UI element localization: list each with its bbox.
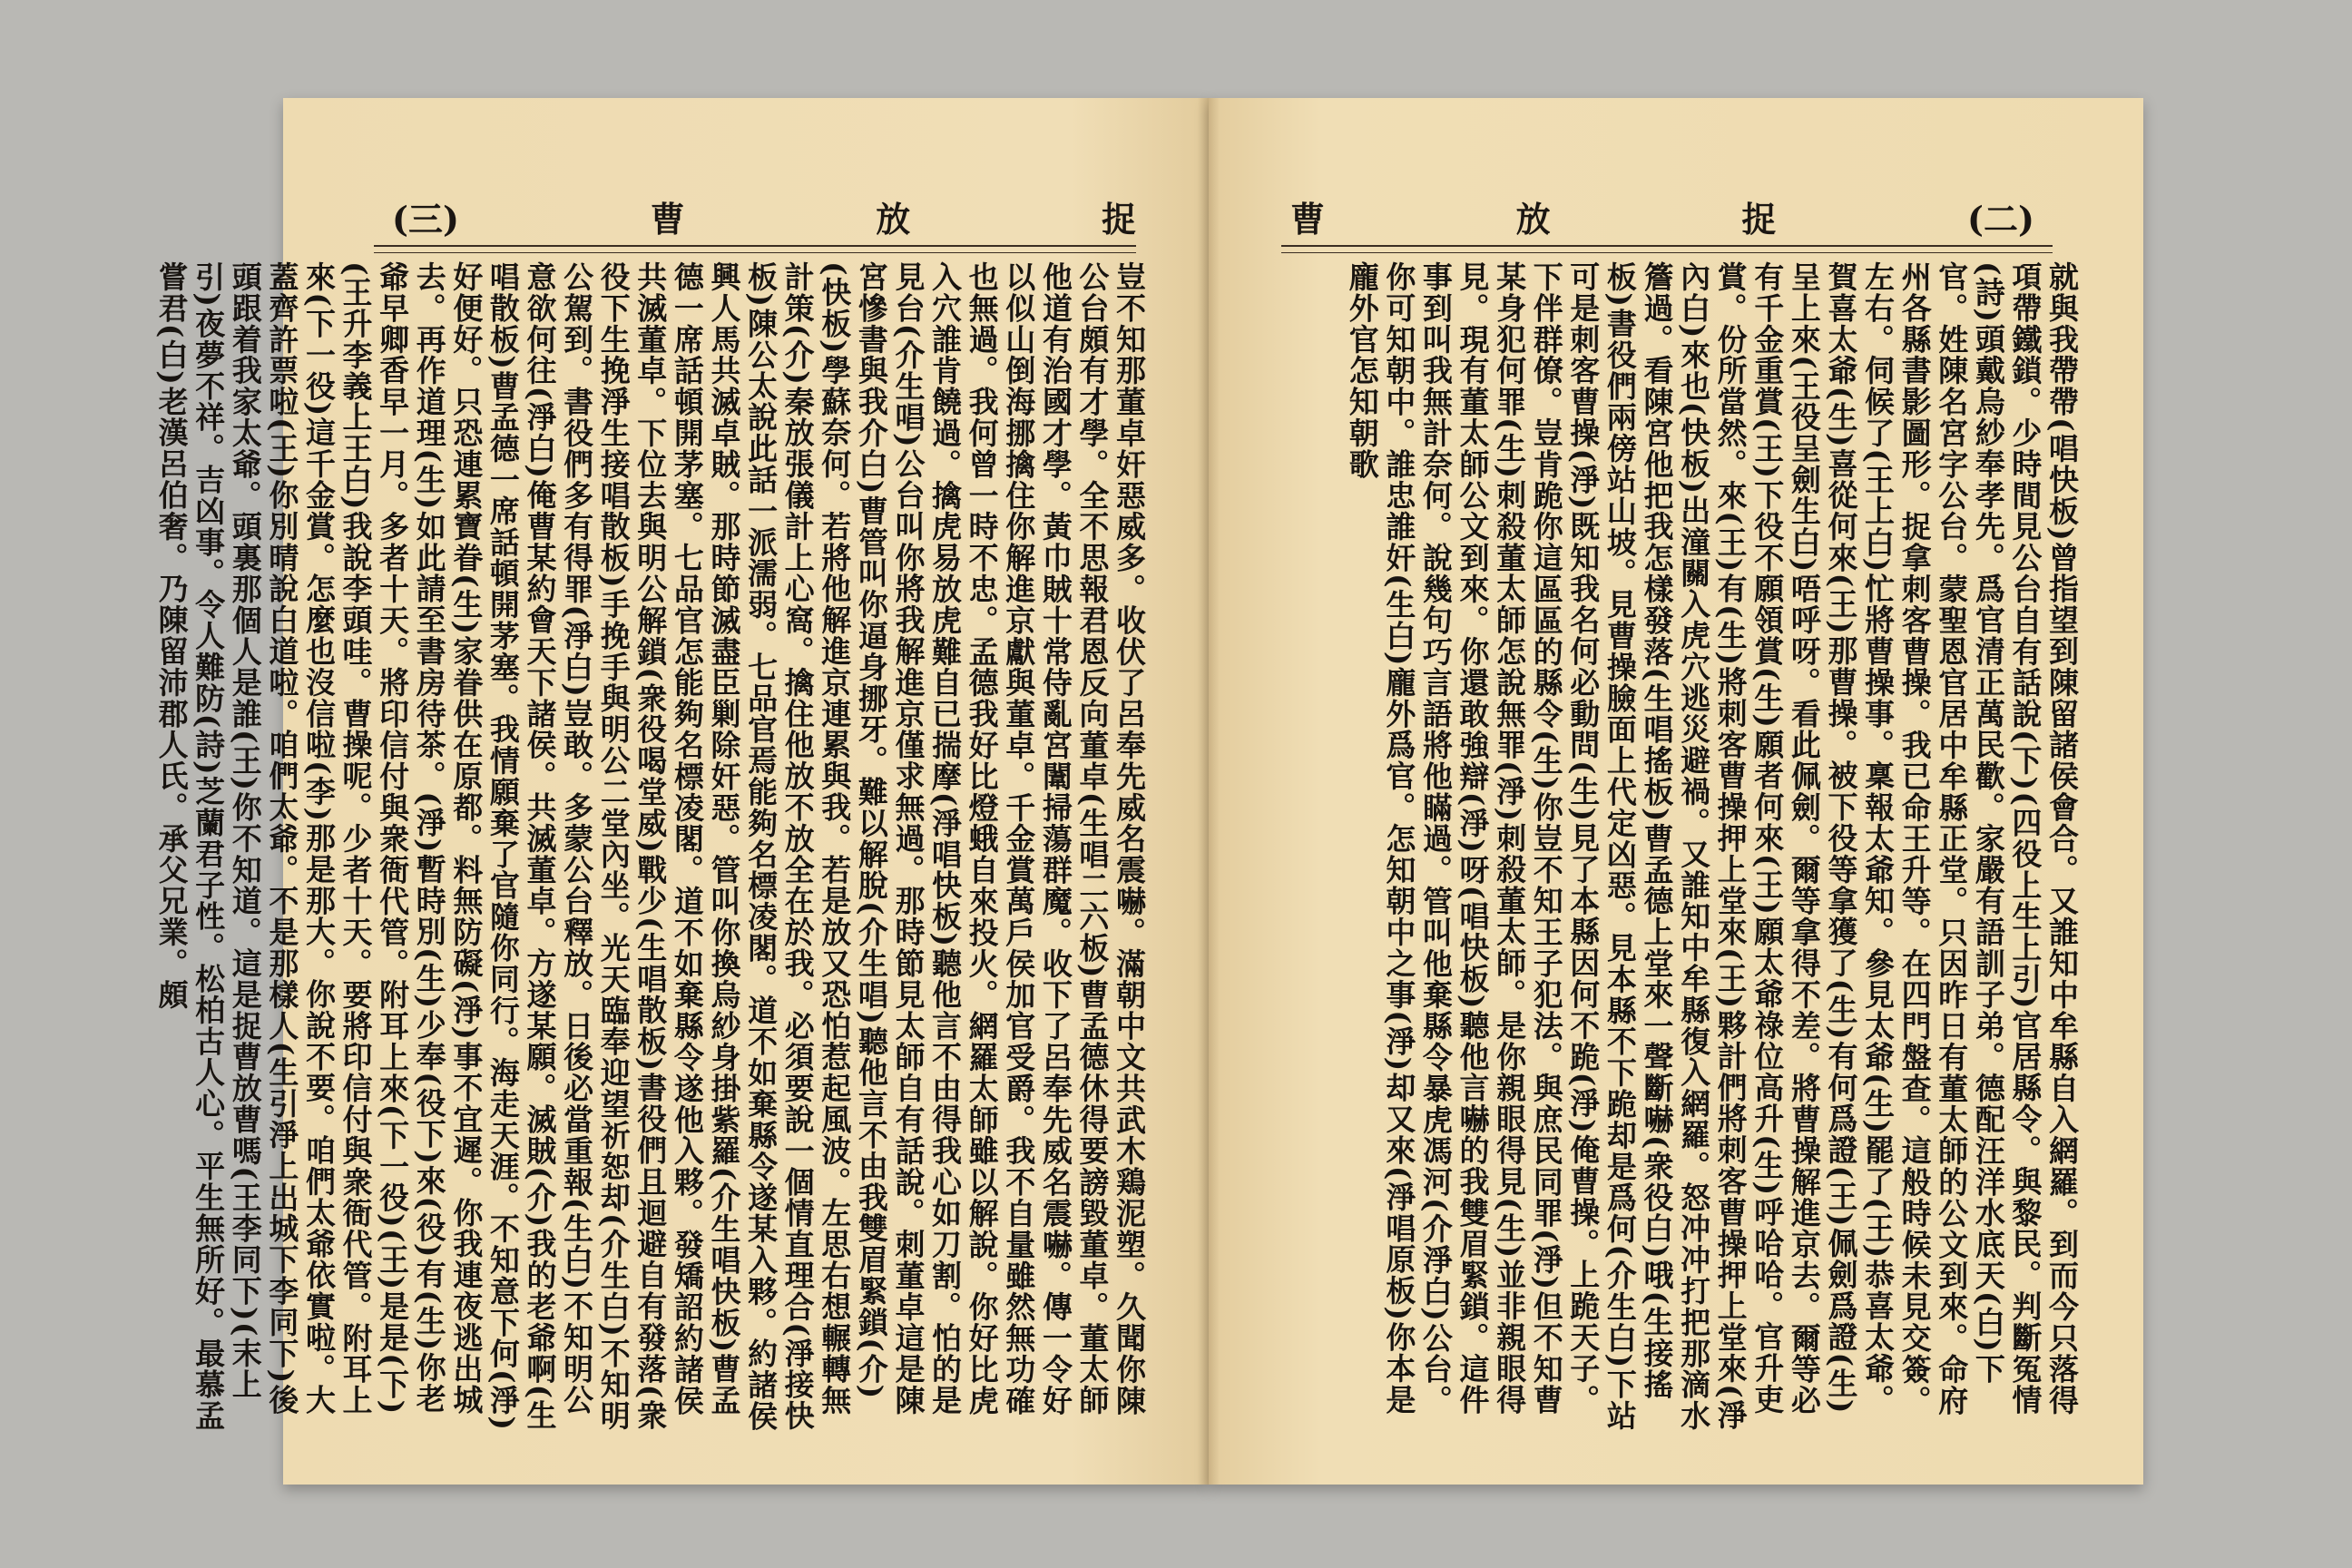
book-gutter: [1198, 98, 1220, 1485]
left-page-body: [153, 261, 1147, 1441]
right-page: [1209, 98, 2143, 1485]
running-title-char: 捉: [1101, 198, 1136, 240]
page-number: (三): [392, 198, 459, 240]
page-number: (二): [1967, 198, 2034, 240]
running-title-char: 放: [876, 198, 911, 240]
left-page: [153, 98, 1209, 1485]
running-title-char: 捉: [1741, 198, 1777, 240]
running-title-char: 曹: [650, 198, 685, 240]
right-page-header: [1290, 189, 2034, 243]
body-text: 豈不知那董卓奸惡威多。收伏了呂奉先威名震嚇。滿朝中文共武木鶏泥塑。久聞你陳公台頗有才學。全不思報君恩反向董卓(生唱二六板)曹孟德休得要謗毀董卓。董太師他道有治國才學。黃巾賊十常侍亂宮闈掃蕩群魔。收下了呂奉先威名震嚇。傳一令好以似山倒海挪擒住你解進京獻與董卓。千金賞萬戶侯加官受爵。我不自量雖然無功確也無過。我何曾一時不忠。孟德我好比燈蛾自來投火。網羅太師雖以解說。你好比虎入穴誰肯饒過。擒虎易放虎難自已揣摩(淨唱快板)聽他言不由得我心如刀割。怕的是見台(介生唱)公台叫你將我解進京僅求無過。那時節見太師自有話說。刺董卓這是陳宮慘書與我介白)曹管叫你逼身挪牙。難以解脫(介生唱)聽他言不由我雙眉緊鎖(介)(快板)學蘇奈何。若將他解進京連累與我。若是放又恐怕惹起風波。左思右想輾轉無計策(介)秦放張儀計上心窩。擒住他放不放全在於我。必須要說一個情直理合(淨接快板)陳公太說此話一派濡弱。七品官焉能夠名標凌閣。道不如棄縣令遂某入夥。約諸侯興人馬共滅卓賊。那時節滅盡臣剿除奸惡。管叫你換烏紗身掛紫羅(介生唱快板)曹孟德一席話頓開茅塞。七品官怎能夠名標凌閣。道不如棄縣令遂他入夥。發矯詔約諸侯共滅董卓。下位去與明公解鎖(衆役喝堂威)戰少(生唱散板)書役們且迴避自有發落(衆役下生挽淨生接唱散板)手挽手與明公二堂內坐。光天臨奉迎望祈恕却(介生白)不知明公駕到。書役們多有得罪(淨白)豈敢。多蒙公台釋放。日後必當重報(生白)不知明公意欲何往(淨白)俺曹某約會天下諸侯。共滅董卓。方遂某願。滅賊(介)我的老爺啊(生唱散板)曹孟德一席話頓開茅塞。我情願棄了官隨你同行。海走天涯。不知意下何(淨)好便好。只恐連累寶眷(生)家眷供在原都。料無防礙(淨)事不宜遲。你我連夜逃出城去。再作道理(生)如此請至書房待茶。(淨)暫時別(生)少奉(役下)來(役)有(生)你老爺早卿香早一月。多者十天。將印信付與衆衙代管。附耳上來(下一役)(王)是是(下)(王升李義上王白)我說李頭哇。曹操呢。少者十天。要將印信付與衆衙代管。附耳上來(下一役)這千金賞。怎麼也沒信啦(李)那是那大。你說不要。咱們太爺依實啦。大蓋齊許票啦(王)你別晴說白道啦。咱們太爺。不是那樣人(生引淨上出城下李同下)後頭跟着我家太爺。頭裏那個人是誰(王)你不知道。這是捉曹放曹嗎(王李同下)(末上引)夜夢不祥。吉凶事。令人難防(詩)芝蘭君子性。松柏古人心。平生無所好。最慕孟嘗君(白)老漢呂伯奢。乃陳留沛郡人氏。承父兄業。頗: [153, 261, 1147, 1432]
running-title-char: 放: [1515, 198, 1551, 240]
body-text: 就與我帶帶(唱快板)曾指望到陳留諸侯會合。又誰知中牟縣自入網羅。到而今只落得項帶鐵鎖。少時間見公台自有話說(下)(四役上生上引)官居縣令。與黎民。判斷冤情(詩)頭戴烏紗奉孝先。爲官清正萬民歡。家嚴有語訓子弟。德配汪洋水底天(白)下官。姓陳名宮字公台。蒙聖恩官居中牟縣正堂。只因昨日有董太師的公文到來。命府州各縣書影圖形。捉拿刺客曹操。我已命王升等。在四門盤查。這般時候未見交簽。左右。伺候了(王上白)忙將曹操事。稟報太爺知。參見太爺(生)罷了(王)恭喜太爺。賀喜太爺(生)喜從何來(王)那曹操。被下役等拿獲了(生)有何爲證(王)佩劍爲證(生)呈上來(王役呈劍生白)唔呼呀。看此佩劍。爾等拿得不差。將曹操解進京去。爾等必有千金重賞(王)下役不願領賞(生)願者何來(王)願太爺祿位高升(生)呼哈哈。官升吏賞。份所當然。來(王)有(生)將刺客曹操押上堂來(王)夥計們將刺客曹操押上堂來(淨內白)來也(快板)出潼關入虎穴逃災避禍。又誰知中牟縣復入網羅。怒冲冲打把那滴水簷過。看陳宮他把我怎樣發落(生唱搖板)曹孟德上堂來一聲斷嚇(衆役白)哦(生接搖板)書役們兩傍站山坡。見曹操臉面上代定凶惡。見本縣不下跪却是爲何(介生白)下站可是刺客曹操(淨)既知我名何必動問(生)見了本縣因何不跪(淨)俺曹操。上跪天子。下伴群僚。豈肯跪你這區區的縣令(生)你豈不知王子犯法。與庶民同罪(淨)但不知曹某身犯何罪(生)刺殺董太師怎說無罪(淨)刺殺董太師。是你親眼得見(生)並非親眼得見。現有董太師公文到來。你還敢強辯(淨)呀(唱快板)聽他言嚇的我雙眉緊鎖。這件事到叫我無計奈何。說幾句巧言語將他瞞過。管叫他棄縣令暴虎馮河(介淨白)公台。你可知朝中。誰忠誰奸(生白)龐外爲官。怎知朝中之事(淨)却又來(淨唱原板)你本是龐外官怎知朝歌: [1344, 261, 2080, 1432]
right-page-body: [1308, 261, 2080, 1441]
left-page-header: [392, 189, 1136, 243]
header-rule: [374, 245, 1136, 253]
header-rule: [1281, 245, 2053, 253]
running-title-char: 曹: [1290, 198, 1326, 240]
book-spread: [153, 98, 2143, 1485]
